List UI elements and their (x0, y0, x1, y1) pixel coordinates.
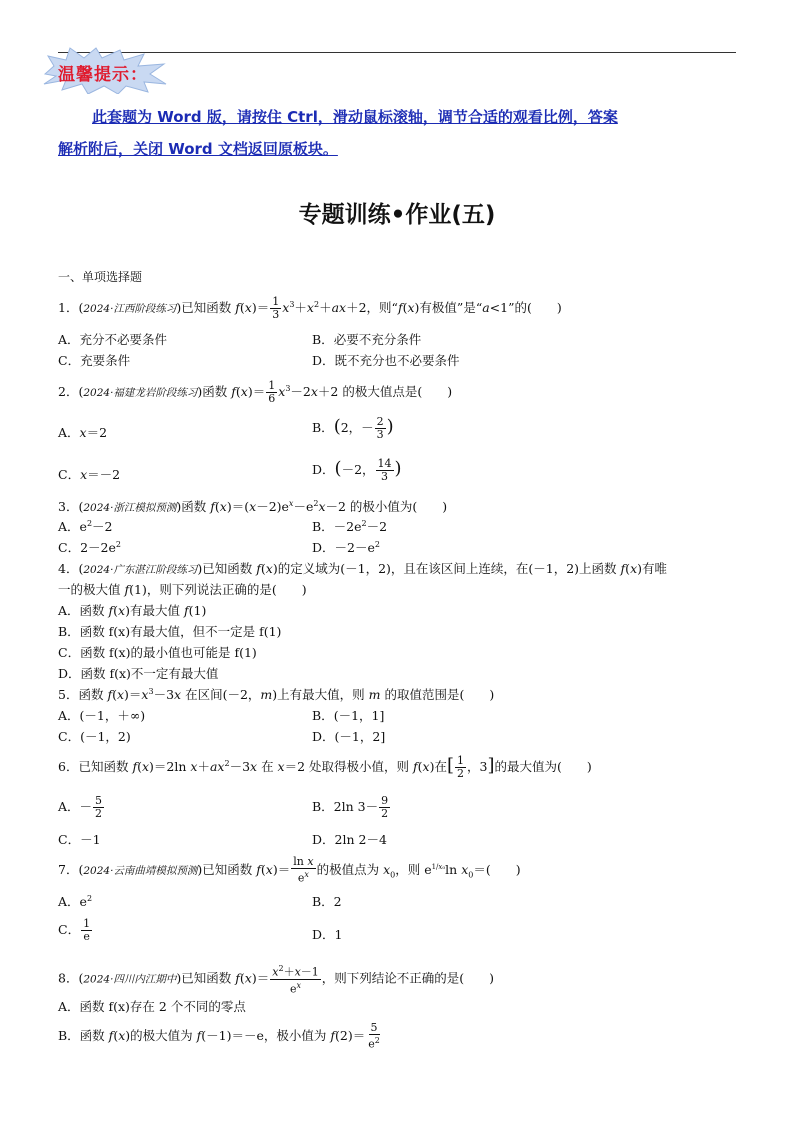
question-1: 1．(2024·江西阶段练习)已知函数 f(x)＝ $\frac{1}{3}$ $x^3+x^2+ax+2$，则“f(x)有极值”是“a<1”的( ) (58, 295, 562, 321)
notice-line-2: 解析附后，关闭 Word 文档返回原板块。 (58, 140, 338, 158)
q1-option-a: A．充分不必要条件 (58, 332, 168, 347)
question-3: 3．(2024·浙江模拟预测)函数 $f(x)=(x-2)e^x-e^2x-2$ 的极小值为( ) (58, 498, 448, 514)
q4-option-b: B．函数 f(x)有最大值，但不一定是 f(1) (58, 624, 282, 639)
question-4: 4．(2024·广东湛江阶段练习)已知函数 f(x)的定义域为(－1，2)，且在该区间上连续，在(－1，2)上函数 f(x)有唯 (58, 561, 668, 576)
q6-option-b: B．2ln 3－ $\frac{9}{2}$ (312, 794, 389, 820)
q4-option-a: A．函数 f(x)有最大值 f(1) (58, 603, 207, 618)
q7-option-a: A．$e^2$ (58, 893, 93, 909)
q3-option-a: A．$e^2-2$ (58, 518, 113, 534)
q7-option-d: D．1 (312, 927, 343, 942)
question-6: 6．已知函数 f(x)＝2ln $x+ax^2-3x$ 在 x＝2 处取得极小值，则 f(x)在[ $\frac{1}{2}$ ，3]的最大值为( ) (58, 754, 592, 780)
section-heading: 一、单项选择题 (58, 270, 143, 284)
q8-option-a: A．函数 f(x)存在 2 个不同的零点 (58, 999, 246, 1014)
q4-option-c: C．函数 f(x)的最小值也可能是 f(1) (58, 645, 257, 660)
question-7: 7．(2024·云南曲靖模拟预测)已知函数 f(x)＝ $\frac{\text{ln x}}{e^x}$ 的极值点为 $x_0$，则 $e^{1/x_0}\ln$ $x_0=$( ) (58, 855, 521, 885)
q6-option-d: D．2ln 2－4 (312, 832, 387, 847)
q5-option-c: C．(－1，2) (58, 729, 131, 744)
q3-option-b: B．$-2e^2-2$ (312, 518, 388, 534)
question-5: 5．函数 $f(x)=x^3-3x$ 在区间(－2，m)上有最大值，则 m 的取值范围是( ) (58, 686, 495, 702)
q4-option-d: D．函数 f(x)不一定有最大值 (58, 666, 219, 681)
q5-option-d: D．(－1，2] (312, 729, 386, 744)
q1-option-c: C．充要条件 (58, 353, 131, 368)
q8-option-b: B．函数 f(x)的极大值为 f(－1)＝－e，极小值为 f(2)＝ $\frac{5}{e^2}$ (58, 1021, 380, 1051)
q2-option-c: C．x＝－2 (58, 467, 121, 482)
q6-option-a: A．－ $\frac{5}{2}$ (58, 794, 103, 820)
q1-option-d: D．既不充分也不必要条件 (312, 353, 460, 368)
question-4-cont: 一的极大值 f(1)，则下列说法正确的是( ) (58, 582, 307, 597)
q6-option-c: C．－1 (58, 832, 101, 847)
q7-option-b: B．2 (312, 894, 342, 909)
question-8: 8．(2024·四川内江期中)已知函数 f(x)＝ $\frac{x^2+x-1}{e^x}$ ，则下列结论不正确的是( ) (58, 964, 495, 996)
notice-label: 温馨提示： (58, 65, 148, 85)
page-title: 专题训练•作业(五) (298, 202, 496, 228)
q1-option-b: B．必要不充分条件 (312, 332, 422, 347)
q2-option-b: B．(2，－ $\frac{2}{3}$ ) (312, 415, 394, 441)
question-2: 2．(2024·福建龙岩阶段练习)函数 f(x)＝ $\frac{1}{6}$ $x^3-2x+2$ 的极大值点是( ) (58, 379, 453, 405)
q3-option-c: C．$2-2e^2$ (58, 539, 121, 555)
q7-option-c: C． $\frac{1}{e}$ (58, 917, 91, 943)
q2-option-a: A．x＝2 (58, 425, 108, 440)
q2-option-d: D．(－2， $\frac{14}{3}$ ) (312, 457, 402, 483)
notice-line-1: 此套题为 Word 版，请按住 Ctrl，滑动鼠标滚轴，调节合适的观看比例，答案 (92, 108, 618, 126)
q5-option-b: B．(－1，1] (312, 708, 385, 723)
q5-option-a: A．(－1，＋∞) (58, 708, 146, 723)
q3-option-d: D．$-2-e^2$ (312, 539, 380, 555)
notice-text (58, 98, 740, 168)
